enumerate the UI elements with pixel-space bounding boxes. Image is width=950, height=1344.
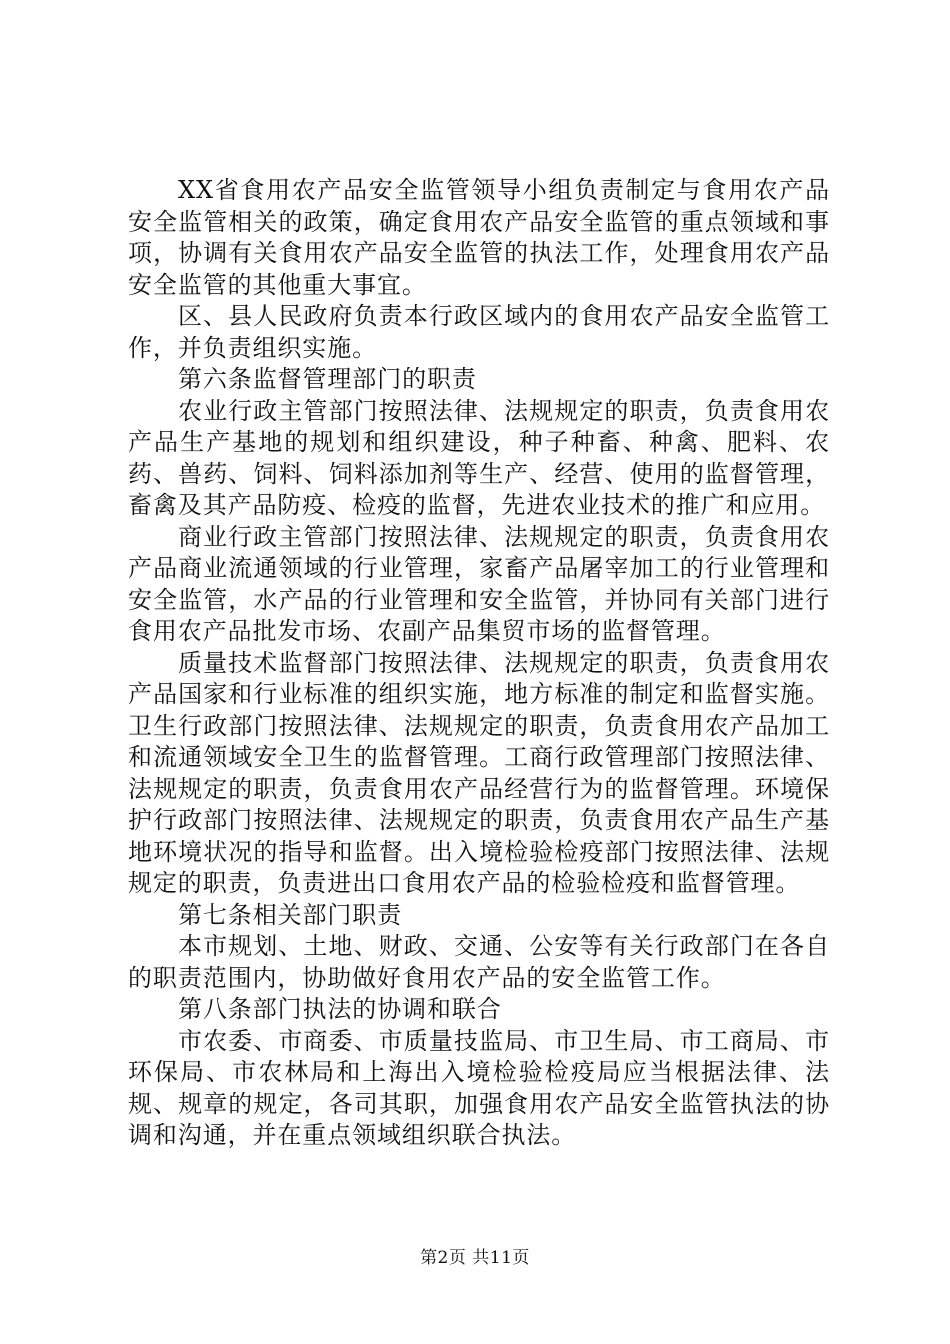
- paragraph-leading-group: XX省食用农产品安全监管领导小组负责制定与食用农产品安全监管相关的政策，确定食用农产品安全监管的重点领域和事项，协调有关食用农产品安全监管的执法工作，处理食用农产品安全监管的其他重大事宜。: [128, 176, 830, 299]
- article-8-heading: 第八条部门执法的协调和联合: [178, 995, 502, 1023]
- document-body: [128, 175, 830, 1152]
- page-number-footer: 第2页 共11页: [420, 1248, 530, 1268]
- paragraph-commerce-department: 商业行政主管部门按照法律、法规规定的职责，负责食用农产品商业流通领域的行业管理，家畜产品屠宰加工的行业管理和安全监管，水产品的行业管理和安全监管，并协同有关部门进行食用农产品批发市场、农副产品集贸市场的监督管理。: [128, 522, 830, 645]
- paragraph-agriculture-department: 农业行政主管部门按照法律、法规规定的职责，负责食用农产品生产基地的规划和组织建设，种子种畜、种禽、肥料、农药、兽药、饲料、饲料添加剂等生产、经营、使用的监督管理，畜禽及其产品防疫、检疫的监督，先进农业技术的推广和应用。: [128, 396, 830, 519]
- paragraph-joint-enforcement: 市农委、市商委、市质量技监局、市卫生局、市工商局、市环保局、市农林局和上海出入境检验检疫局应当根据法律、法规、规章的规定，各司其职，加强食用农产品安全监管执法的协调和沟通，并在重点领域组织联合执法。: [128, 1026, 830, 1149]
- paragraph-related-departments: 本市规划、土地、财政、交通、公安等有关行政部门在各自的职责范围内，协助做好食用农产品的安全监管工作。: [128, 932, 830, 992]
- article-7-heading: 第七条相关部门职责: [178, 900, 403, 929]
- paragraph-quality-supervision: 质量技术监督部门按照法律、法规规定的职责，负责食用农产品国家和行业标准的组织实施，地方标准的制定和监督实施。卫生行政部门按照法律、法规规定的职责，负责食用农产品加工和流通领域安全卫生的监督管理。工商行政管理部门按照法律、法规规定的职责，负责食用农产品经营行为的监督管理。环境保护行政部门按照法律、法规规定的职责，负责食用农产品生产基地环境状况的指导和监督。出入境检验检疫部门按照法律、法规规定的职责，负责进出口食用农产品的检验检疫和监督管理。: [128, 648, 830, 897]
- paragraph-district-government: 区、县人民政府负责本行政区域内的食用农产品安全监管工作，并负责组织实施。: [128, 302, 830, 362]
- article-6-heading: 第六条监督管理部门的职责: [178, 365, 477, 393]
